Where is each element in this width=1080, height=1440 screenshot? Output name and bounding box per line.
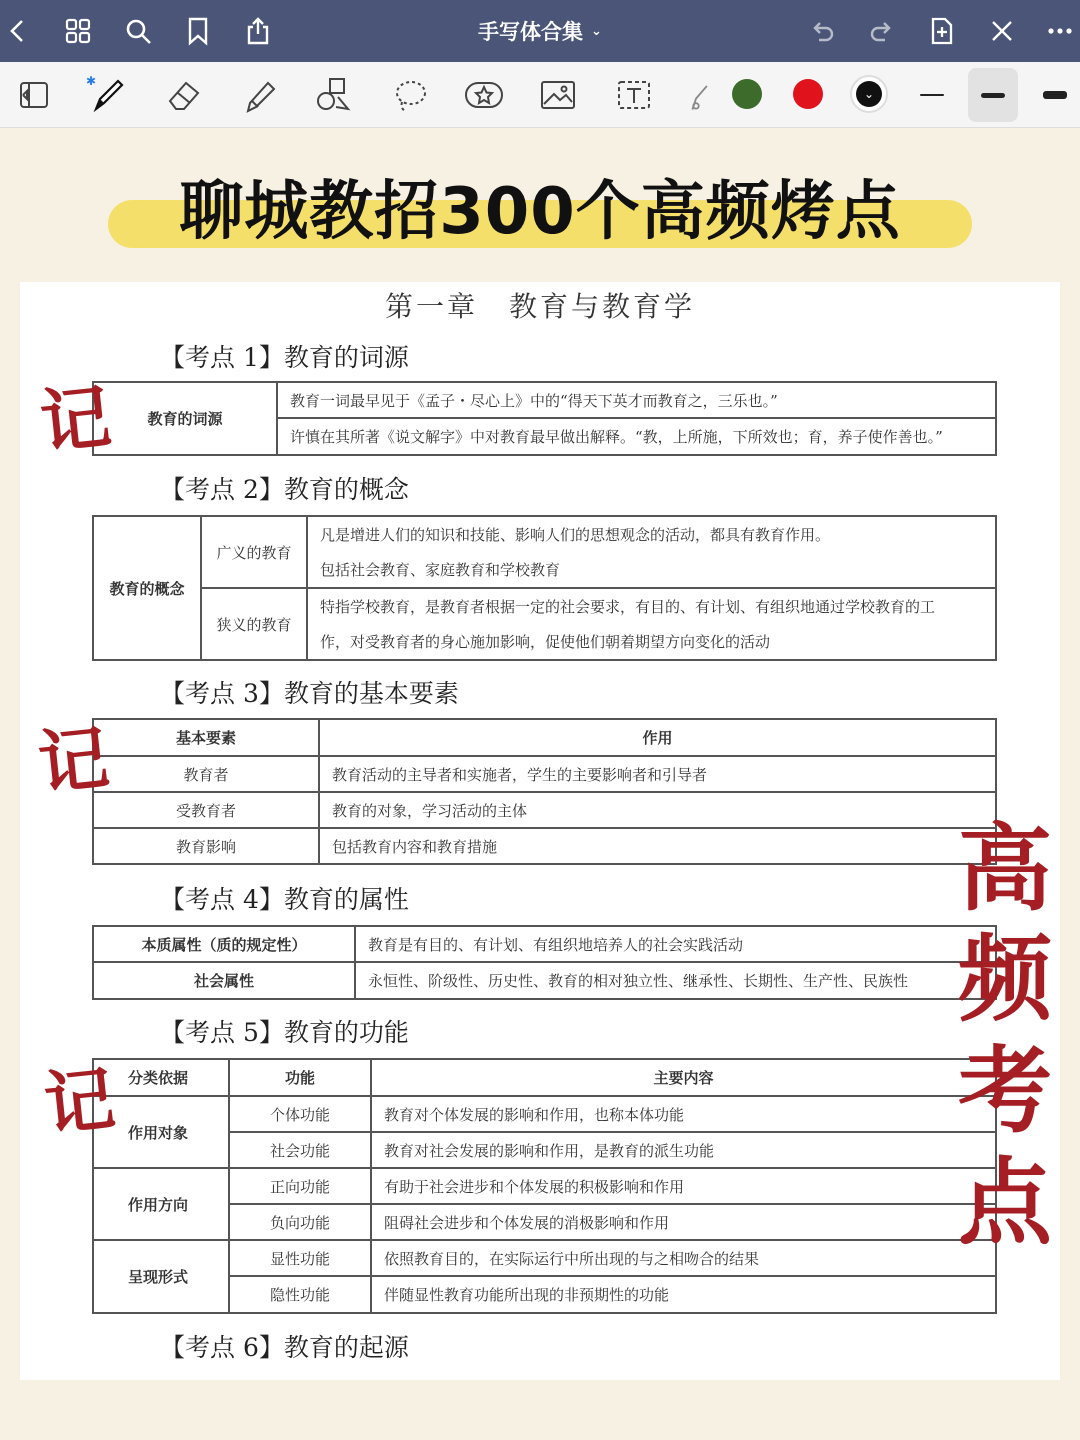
stroke-thin-line <box>920 94 944 96</box>
shape-tool[interactable] <box>306 68 362 122</box>
etymology-table <box>92 381 997 456</box>
bookmark-icon <box>183 16 213 46</box>
search-button[interactable] <box>116 0 160 62</box>
broad-education-line-1: 凡是增进人们的知识和技能、影响人们的思想观念的活动，都具有教育作用。 <box>307 516 996 552</box>
stroke-medium-line <box>981 93 1005 98</box>
broad-education-line-2: 包括社会教育、家庭教育和学校教育 <box>307 552 996 588</box>
functions-header-1: 分类依据 <box>93 1059 229 1096</box>
narrow-education-line-2: 作，对受教育者的身心施加影响，促使他们朝着期望方向变化的活动 <box>307 624 996 660</box>
element-name: 教育者 <box>93 756 319 792</box>
element-role: 教育的对象，学习活动的主体 <box>319 792 996 828</box>
add-page-button[interactable] <box>920 0 964 62</box>
bookmark-button[interactable] <box>176 0 220 62</box>
section-heading-5: 【考点 5】教育的功能 <box>160 1018 409 1047</box>
elements-header-2: 作用 <box>319 719 996 756</box>
eraser-tool[interactable] <box>156 68 212 122</box>
etymology-label: 教育的词源 <box>93 382 277 455</box>
grid-view-button[interactable] <box>56 0 100 62</box>
stroke-thick-line <box>1043 91 1067 99</box>
redo-icon <box>867 16 897 46</box>
function-group-direction: 作用方向 <box>93 1168 229 1240</box>
function-name: 显性功能 <box>229 1240 371 1276</box>
app-top-bar <box>0 0 1080 62</box>
element-role: 教育活动的主导者和实施者，学生的主要影响者和引导者 <box>319 756 996 792</box>
shapes-icon <box>312 73 356 117</box>
text-box-icon <box>612 73 656 117</box>
chevron-down-icon: ⌄ <box>856 81 882 107</box>
banner-title: 聊城教招300个高频烤点 <box>179 175 901 249</box>
function-desc: 教育对个体发展的影响和作用，也称本体功能 <box>371 1096 996 1132</box>
share-button[interactable] <box>236 0 280 62</box>
attribute-desc: 教育是有目的、有计划、有组织地培养人的社会实践活动 <box>355 926 996 962</box>
eraser-icon <box>162 73 206 117</box>
page-layout-icon <box>12 73 56 117</box>
back-icon <box>2 16 32 46</box>
functions-table <box>92 1058 997 1314</box>
function-group-form: 呈现形式 <box>93 1240 229 1313</box>
function-name: 社会功能 <box>229 1132 371 1168</box>
close-icon <box>987 16 1017 46</box>
broad-education-label: 广义的教育 <box>201 516 307 588</box>
stroke-medium-selected[interactable] <box>968 68 1018 122</box>
function-desc: 有助于社会进步和个体发展的积极影响和作用 <box>371 1168 996 1204</box>
stroke-thick[interactable] <box>1030 68 1080 122</box>
element-role: 包括教育内容和教育措施 <box>319 828 996 864</box>
table-row <box>93 926 996 962</box>
handwritten-pin: 频 <box>958 924 1053 1034</box>
handwritten-ji-2: 记 <box>34 715 113 806</box>
function-name: 个体功能 <box>229 1096 371 1132</box>
concept-label: 教育的概念 <box>93 516 201 660</box>
handwritten-kao: 考 <box>958 1036 1053 1146</box>
undo-button[interactable] <box>800 0 844 62</box>
elements-header-1: 基本要素 <box>93 719 319 756</box>
highlighter-icon <box>238 73 282 117</box>
sticker-tool[interactable] <box>456 68 512 122</box>
image-icon <box>536 73 580 117</box>
lasso-tool[interactable] <box>382 68 438 122</box>
functions-header-2: 功能 <box>229 1059 371 1096</box>
attributes-table <box>92 925 997 1000</box>
share-icon <box>243 16 273 46</box>
function-desc: 教育对社会发展的影响和作用，是教育的派生功能 <box>371 1132 996 1168</box>
notebook-title: 手写体合集 <box>478 20 584 44</box>
chevron-down-icon: ⌄ <box>591 23 602 39</box>
attribute-name: 社会属性 <box>93 962 355 999</box>
section-heading-1: 【考点 1】教育的词源 <box>160 343 409 372</box>
svg-text:✱: ✱ <box>86 74 97 88</box>
chapter-title: 第一章 教育与教育学 <box>384 290 695 323</box>
undo-icon <box>807 16 837 46</box>
narrow-education-line-1: 特指学校教育，是教育者根据一定的社会要求，有目的、有计划、有组织地通过学校教育的工 <box>307 588 996 624</box>
color-swatch-red[interactable] <box>793 79 823 109</box>
color-swatch-black-selected[interactable] <box>850 75 888 113</box>
stroke-thin[interactable] <box>907 68 957 122</box>
page-layout-tool[interactable] <box>6 68 62 122</box>
function-name: 隐性功能 <box>229 1276 371 1313</box>
handwritten-ji-3: 记 <box>40 1056 119 1147</box>
elements-table <box>92 718 997 865</box>
add-page-icon <box>927 16 957 46</box>
section-heading-3: 【考点 3】教育的基本要素 <box>160 679 459 708</box>
handwritten-ji-1: 记 <box>36 374 115 465</box>
function-desc: 依照教育目的，在实际运行中所出现的与之相吻合的结果 <box>371 1240 996 1276</box>
table-row <box>93 792 996 828</box>
lasso-icon <box>388 73 432 117</box>
narrow-education-label: 狭义的教育 <box>201 588 307 660</box>
search-icon <box>123 16 153 46</box>
highlighter-tool[interactable] <box>232 68 288 122</box>
attribute-name: 本质属性（质的规定性） <box>93 926 355 962</box>
concept-table <box>92 515 997 661</box>
section-heading-2: 【考点 2】教育的概念 <box>160 475 409 504</box>
attribute-desc: 永恒性、阶级性、历史性、教育的相对独立性、继承性、长期性、生产性、民族性 <box>355 962 996 999</box>
table-row <box>93 828 996 864</box>
table-row <box>93 962 996 999</box>
star-sticker-icon <box>462 73 506 117</box>
handwritten-gao: 高 <box>958 814 1053 924</box>
section-heading-6: 【考点 6】教育的起源 <box>160 1333 409 1362</box>
color-swatch-green[interactable] <box>732 79 762 109</box>
laser-pointer-tool[interactable] <box>676 68 716 122</box>
section-heading-4: 【考点 4】教育的属性 <box>160 885 409 914</box>
function-group-object: 作用对象 <box>93 1096 229 1168</box>
grid-icon <box>63 16 93 46</box>
function-desc: 伴随显性教育功能所出现的非预期性的功能 <box>371 1276 996 1313</box>
function-name: 负向功能 <box>229 1204 371 1240</box>
pen-tool[interactable] <box>80 68 136 122</box>
function-name: 正向功能 <box>229 1168 371 1204</box>
handwritten-dian: 点 <box>958 1148 1053 1258</box>
text-tool[interactable] <box>606 68 662 122</box>
etymology-row-1: 教育一词最早见于《孟子・尽心上》中的“得天下英才而教育之，三乐也。” <box>277 382 996 418</box>
more-button[interactable] <box>1040 0 1080 62</box>
back-button[interactable] <box>0 0 34 62</box>
function-desc: 阻碍社会进步和个体发展的消极影响和作用 <box>371 1204 996 1240</box>
more-icon <box>1045 16 1075 46</box>
notebook-title-dropdown[interactable] <box>440 0 640 62</box>
laser-pointer-icon <box>676 73 716 117</box>
redo-button[interactable] <box>860 0 904 62</box>
image-tool[interactable] <box>530 68 586 122</box>
drawing-toolbar <box>0 62 1080 128</box>
close-button[interactable] <box>980 0 1024 62</box>
functions-header-3: 主要内容 <box>371 1059 996 1096</box>
table-row <box>93 756 996 792</box>
etymology-row-2: 许慎在其所著《说文解字》中对教育最早做出解释。“教，上所施，下所效也；育，养子使作善也。” <box>277 418 996 455</box>
pen-icon <box>86 73 130 117</box>
element-name: 教育影响 <box>93 828 319 864</box>
element-name: 受教育者 <box>93 792 319 828</box>
